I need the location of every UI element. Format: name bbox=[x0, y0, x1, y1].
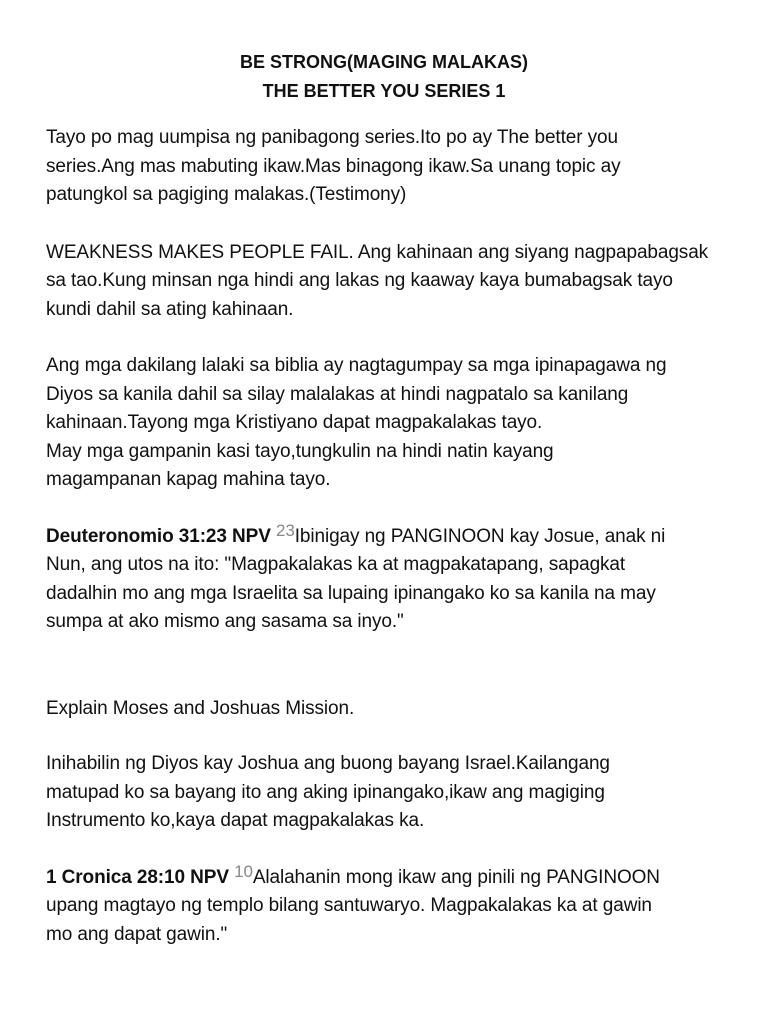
subtitle-line: THE BETTER YOU SERIES 1 bbox=[262, 81, 506, 101]
text-line: Nun, ang utos na ito: "Magpakalakas ka at magpakatapang, sapagkat bbox=[46, 554, 626, 575]
text-line: May mga gampanin kasi tayo,tungkulin na hindi natin kayang bbox=[46, 440, 554, 462]
text-line: Ang mga dakilang lalaki sa biblia ay nagtagumpay sa mga ipinapagawa ng bbox=[46, 355, 667, 376]
document-title bbox=[46, 48, 722, 106]
text-line: series.Ang mas mabuting ikaw.Mas binagong ikaw.Sa unang topic ay bbox=[46, 155, 621, 177]
text-line: dadalhin mo ang mga Israelita sa lupaing ipinangako ko sa kanila na may bbox=[46, 582, 656, 604]
weakness-paragraph bbox=[46, 239, 722, 325]
text-line: matupad ko sa bayang ito ang aking ipinangako,ikaw ang magiging bbox=[46, 781, 605, 803]
verse-number: 23 bbox=[276, 520, 295, 540]
scripture-chronicles bbox=[46, 861, 722, 950]
entrusted-paragraph bbox=[46, 750, 722, 836]
text-line: Inihabilin ng Diyos kay Joshua ang buong bayang Israel.Kailangang bbox=[46, 753, 610, 774]
scripture-reference: Deuteronomio 31:23 NPV bbox=[46, 525, 271, 547]
great-men-paragraph bbox=[46, 352, 722, 495]
text-line: upang magtayo ng templo bilang santuwaryo. Magpakalakas ka at gawin bbox=[46, 895, 652, 916]
explain-paragraph bbox=[46, 695, 722, 724]
scripture-text: Ibinigay ng PANGINOON kay Josue, anak ni bbox=[294, 525, 666, 547]
text-line: patungkol sa pagiging malakas.(Testimony) bbox=[46, 184, 407, 205]
scripture-reference: 1 Cronica 28:10 NPV bbox=[46, 866, 229, 888]
text-line: magampanan kapag mahina tayo. bbox=[46, 469, 331, 490]
text-line: Tayo po mag uumpisa ng panibagong series.Ito po ay The better you bbox=[46, 127, 618, 148]
intro-paragraph bbox=[46, 124, 722, 210]
scripture-deuteronomy bbox=[46, 520, 722, 637]
text-line: Diyos sa kanila dahil sa silay malalakas at hindi nagpatalo sa kanilang bbox=[46, 383, 629, 405]
verse-number: 10 bbox=[234, 861, 253, 881]
text-line: sa tao.Kung minsan nga hindi ang lakas ng kaaway kaya bumabagsak tayo bbox=[46, 270, 673, 291]
title-line: BE STRONG(MAGING MALAKAS) bbox=[240, 52, 528, 72]
text-line: kundi dahil sa ating kahinaan. bbox=[46, 298, 294, 320]
text-line: mo ang dapat gawin." bbox=[46, 923, 228, 945]
text-line: kahinaan.Tayong mga Kristiyano dapat magpakalakas tayo. bbox=[46, 412, 543, 433]
text-line: Instrumento ko,kaya dapat magpakalakas ka. bbox=[46, 810, 425, 831]
text-line: sumpa at ako mismo ang sasama sa inyo." bbox=[46, 611, 404, 632]
text-line bbox=[46, 861, 722, 893]
text-line bbox=[46, 520, 722, 552]
scripture-text: Alalahanin mong ikaw ang pinili ng PANGINOON bbox=[252, 866, 660, 888]
text-line: WEAKNESS MAKES PEOPLE FAIL. Ang kahinaan ang siyang nagpapabagsak bbox=[46, 241, 709, 263]
text-line: Explain Moses and Joshuas Mission. bbox=[46, 697, 355, 719]
